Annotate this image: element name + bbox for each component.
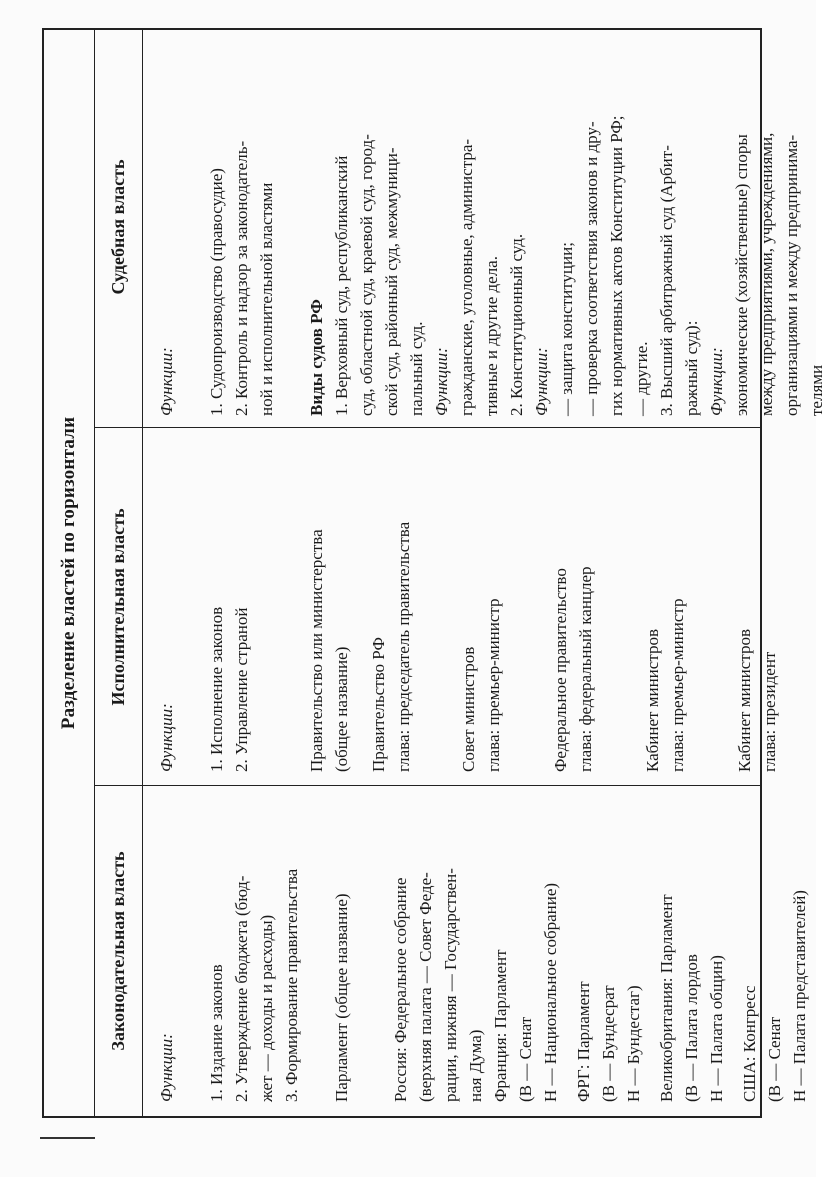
court-item: пальный суд. [407, 321, 426, 416]
function-item: ной и исполнительной властями [257, 182, 276, 416]
column-divider [94, 785, 760, 786]
country-russia-detail: ная Дума) [466, 1029, 485, 1102]
country-uk: Великобритания: Парламент [657, 894, 676, 1102]
country-frg-detail: глава: федеральный канцлер [576, 566, 595, 772]
country-france: Совет министров [459, 646, 478, 772]
country-russia-detail: глава: председатель правительства [394, 521, 413, 772]
court-function: — защита конституции; [557, 242, 576, 416]
court-item: 2. Конституционный суд. [507, 233, 526, 416]
country-usa: США: Конгресс [740, 985, 759, 1102]
judicial-column [154, 32, 826, 416]
country-france-detail: (В — Сенат [516, 1016, 535, 1102]
country-russia: Россия: Федеральное собрание [391, 877, 410, 1102]
table-title: Разделение властей по горизонтали [44, 30, 95, 1116]
country-france: Франция: Парламент [491, 949, 510, 1102]
header-judicial: Судебная власть [107, 159, 128, 295]
functions-label: Функции: [157, 703, 176, 772]
executive-column [154, 432, 779, 772]
country-frg: ФРГ: Парламент [574, 981, 593, 1102]
court-function: — другие. [632, 341, 651, 416]
function-item: жет — доходы и расходы) [257, 914, 276, 1102]
country-uk-detail: глава: премьер-министр [668, 598, 687, 772]
court-item: ражный суд): [682, 320, 701, 416]
function-item: 2. Утверждение бюджета (бюд- [232, 875, 251, 1102]
header-legislative: Законодательная власть [107, 851, 128, 1051]
country-france-detail: глава: премьер-министр [484, 598, 503, 772]
legislative-column [154, 790, 809, 1102]
court-item: 3. Высший арбитражный суд (Арбит- [657, 145, 676, 416]
column-divider [94, 427, 760, 428]
country-france-detail: Н — Национальное собрание) [541, 882, 560, 1102]
separation-of-powers-table [42, 28, 826, 1118]
court-function: телями [807, 364, 826, 416]
column-header-row [94, 30, 143, 1116]
country-usa-detail: Н — Палата представителей) [790, 890, 809, 1102]
country-russia: Правительство РФ [369, 637, 388, 772]
court-function: — проверка соответствия законов и дру- [582, 121, 601, 416]
header-executive: Исполнительная власть [107, 508, 128, 706]
function-item: 2. Управление страной [232, 607, 251, 772]
court-function: гражданские, уголовные, администра- [457, 138, 476, 416]
function-item: 2. Контроль и надзор за законодатель- [232, 140, 251, 416]
country-usa-detail: глава: президент [760, 651, 779, 772]
country-frg-detail: (В — Бундесрат [599, 985, 618, 1102]
page-edge-mark [40, 1137, 95, 1139]
court-item: суд, областной суд, краевой суд, город- [357, 134, 376, 416]
court-item: ской суд, районный суд, межмуници- [382, 147, 401, 416]
country-usa-detail: (В — Сенат [765, 1016, 784, 1102]
country-russia-detail: (верхняя палата — Совет Феде- [416, 872, 435, 1102]
function-item: 3. Формирование правительства [282, 868, 301, 1102]
court-function: тивные и другие дела. [482, 256, 501, 416]
general-name: Правительство или министерства [307, 529, 326, 772]
functions-label: Функции: [532, 347, 551, 416]
country-frg: Федеральное правительство [551, 568, 570, 772]
court-function: между предприятиями, учреждениями, [757, 132, 776, 416]
court-function: организациями и между предпринима- [782, 134, 801, 416]
court-item: 1. Верховный суд, республиканский [332, 155, 351, 416]
country-uk: Кабинет министров [643, 629, 662, 772]
functions-label: Функции: [157, 1033, 176, 1102]
function-item: 1. Судопроизводство (правосудие) [207, 168, 226, 416]
court-function: гих нормативных актов Конституции РФ; [607, 115, 626, 416]
country-russia-detail: рации, нижняя — Государствен- [441, 868, 460, 1102]
country-uk-detail: Н — Палата общин) [707, 955, 726, 1102]
court-types-heading: Виды судов РФ [307, 299, 326, 416]
functions-label: Функции: [157, 347, 176, 416]
general-name: Парламент (общее название) [332, 893, 351, 1102]
court-function: экономические (хозяйственные) споры [732, 134, 751, 416]
functions-label: Функции: [432, 347, 451, 416]
country-usa: Кабинет министров [735, 629, 754, 772]
country-uk-detail: (В — Палата лордов [682, 954, 701, 1102]
function-item: 1. Исполнение законов [207, 606, 226, 772]
general-name: (общее название) [332, 646, 351, 772]
functions-label: Функции: [707, 347, 726, 416]
country-frg-detail: Н — Бундестаг) [624, 985, 643, 1102]
function-item: 1. Издание законов [207, 964, 226, 1102]
